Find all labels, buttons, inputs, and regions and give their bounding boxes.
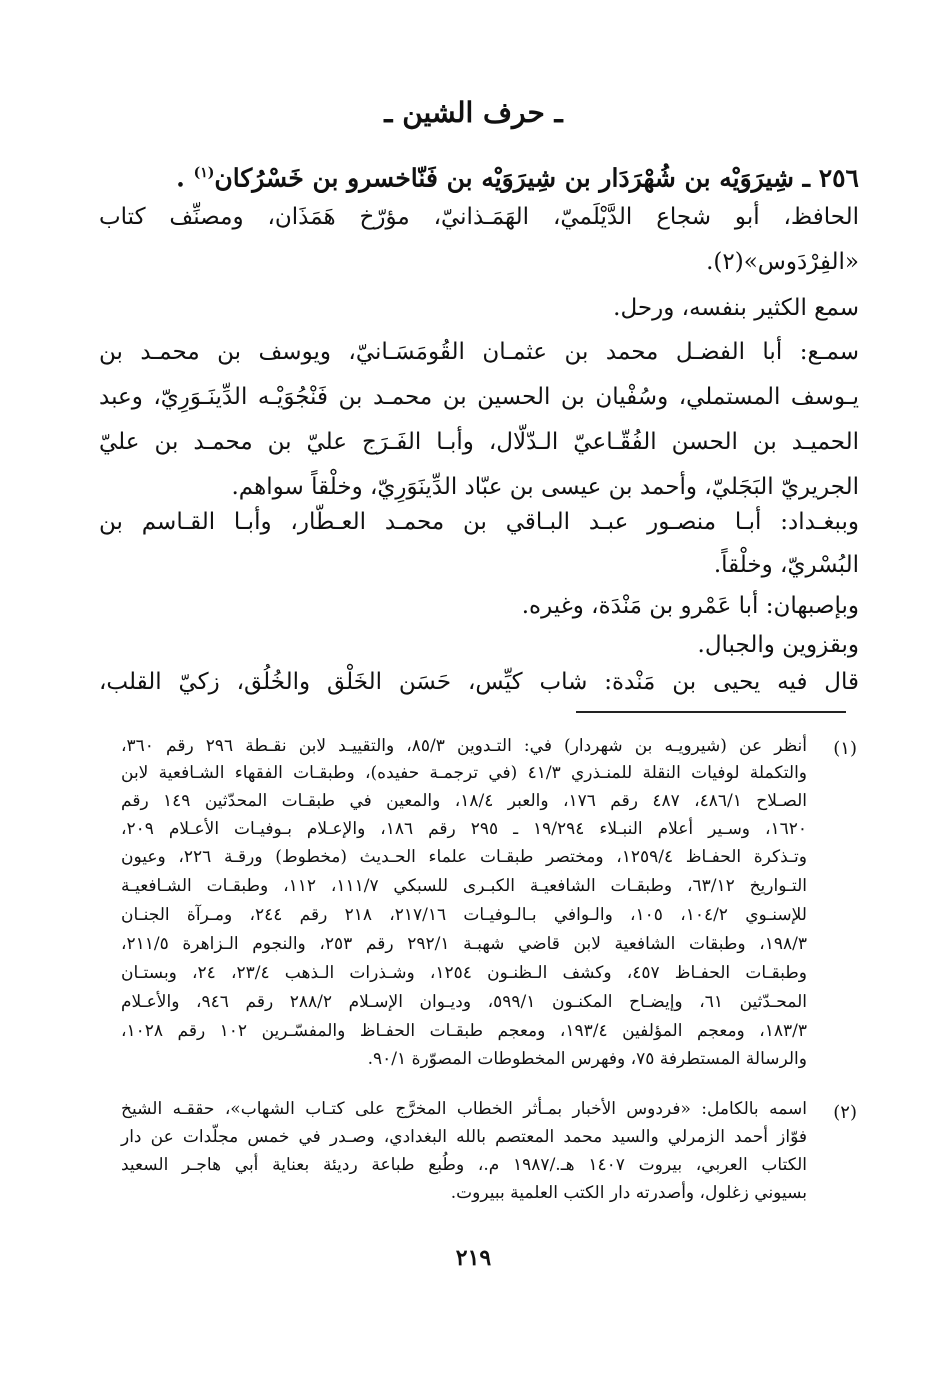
footnote-line: للإسنـوي ١٠٤/٢، ١٠٥، والـوافي بـالـوفيـات ٢١٧/١٦، ٢١٨ رقم ٢٤٤، ومـرآة الجنـان [121, 905, 807, 925]
footnote-line: ١٩٨/٣، وطبقات الشافعية لابن قاضي شهبـة ٢٩٢/١ رقم ٢٥٣، والنجوم الـزاهرة ٢١١/٥، [121, 934, 808, 954]
body-line: قال فيه يحيى بن مَنْدة: شاب كيِّس، حَسَن الخَلْق والخُلُق، زكيّ القلب، [99, 669, 859, 695]
body-line: وبقزوين والجبال. [697, 632, 859, 658]
chapter-title: ـ حرف الشين ـ [384, 96, 563, 129]
footnote-line: الكتاب العربي، بيروت ١٤٠٧ هـ./١٩٨٧ م.، وطُبع طباعة رديئة بعناية أبي هاجـر السعيد [121, 1155, 808, 1175]
body-line: الحافظ، أبو شجاع الدَّيْلَميّ، الهَمَـذانيّ، مؤرّخ هَمَذَان، ومصنِّف كتاب [99, 204, 859, 230]
footnote-line: أنظر عن (شيرويـه بن شهردار) في: التـدوين ٨٥/٣، والتقييـد لابن نقـطة ٢٩٦ رقم ٣٦٠، [121, 736, 807, 756]
footnote-separator [576, 711, 846, 713]
entry-heading-end: . [176, 163, 194, 193]
body-line: الجريريّ البَجَليّ، وأحمد بن عيسى بن عبّاد الدِّينَوَرِيّ، وخلْقاً سواهم. [231, 474, 859, 500]
footnote-ref-1: (١) [193, 165, 215, 181]
body-line: وبإصبهان: أبا عَمْرو بن مَنْدَة، وغيره. [521, 593, 859, 619]
footnote-line: فوّاز أحمد الزمرلي والسيد محمد المعتصم بالله البغدادي، وصـدر في خمس مجلّدات عن دار [121, 1127, 807, 1147]
footnote-line: المحـدّثين ٦١، وإيضـاح المكنـون ٥٩٩/١، وديـوان الإسـلام ٢٨٨/٢ رقم ٩٤٦، والأعـلام [121, 992, 807, 1012]
footnote-line: بسيوني زغلول، وأصدرته دار الكتب العلمية ببيروت. [450, 1183, 807, 1203]
body-line: «الفِرْدَوس»(٢). [706, 249, 859, 275]
body-line: وببغـداد: أبـا منصـور عبـد البـاقي بن محمـد العـطّار، وأبـا القـاسم بن [99, 509, 859, 535]
footnote-line: الصـلاح ٤٨٦/١، ٤٨٧ رقم ١٧٦، والعبر ١٨/٤، والمعين في طبقـات المحدّثين ١٤٩ رقم [121, 791, 807, 811]
footnote-line: وطبقـات الحفـاظ ٤٥٧، وكشف الـظنـون ١٢٥٤، وشـذرات الـذهب ٢٣/٤، ٢٤، وبستـان [121, 963, 807, 983]
footnote-number: (١) [833, 738, 857, 759]
footnote-line: والرسالة المستطرفة ٧٥، وفهرس المخطوطات المصوّرة ٩٠/١. [367, 1049, 807, 1069]
body-line: يـوسف المستملي، وسُفْيان بن الحسين بن محمـد بن فَنْجُوَيْـه الدِّينَـوَرِيّ، وعبد [99, 384, 859, 410]
entry-heading-name: ٢٥٦ ـ شِيرَوَيْه بن شُهْرَدَار بن شِيرَوَيْه بن فَنّاخسرو بن خَسْرُكان [214, 163, 859, 193]
entry-heading [79, 150, 859, 201]
footnote-line: ١٦٢٠، وسـير أعلام النبـلاء ١٩/٢٩٤ ـ ٢٩٥ رقم ١٨٦، والإعـلام بـوفيـات الأعـلام ٢٠٩، [121, 819, 807, 839]
footnote-line: اسمه بالكامل: «فردوس الأخبار بمـأثر الخطاب المخرَّج على كتـاب الشهاب»، حققـه الشيخ [121, 1099, 807, 1119]
footnote-line: والتكملة لوفيات النقلة للمنـذري ٤١/٣ (في ترجمـة حفيده)، وطبقـات الفقهاء الشـافعية لابن [121, 763, 808, 783]
page-number: ٢١٩ [455, 1245, 492, 1271]
footnote-line: وتـذكرة الحفـاظ ١٢٥٩/٤، ومختصر طبقـات علماء الحـديث (مخطوط) ورقـة ٢٢٦، وعيون [121, 847, 807, 867]
body-line: سمـع: أبا الفضـل محمد بن عثمـان القُومَسَـانيّ، ويوسف بن محمـد بن [99, 339, 859, 365]
footnote-number: (٢) [833, 1102, 857, 1123]
footnote-line: ١٨٣/٣، ومعجم المؤلفين ١٩٣/٤، ومعجم طبقـات الحفـاظ والمفسّـرين ١٠٢ رقم ١٠٢٨، [121, 1021, 807, 1041]
body-line: الحميـد بن الحسن الفُقّـاعيّ الـدّلّال، وأبـا الفَـرَج عليّ بن محمـد بن عليّ [99, 429, 859, 455]
footnote-line: التـواريخ ٦٣/١٢، وطبقـات الشافعيـة الكبـرى للسبكي ١١١/٧، ١١٢، وطبقـات الشـافعيـة [121, 876, 808, 896]
body-line: سمع الكثير بنفسه، ورحل. [613, 295, 859, 321]
body-line: البُسْريّ، وخلْقاً. [713, 552, 859, 578]
